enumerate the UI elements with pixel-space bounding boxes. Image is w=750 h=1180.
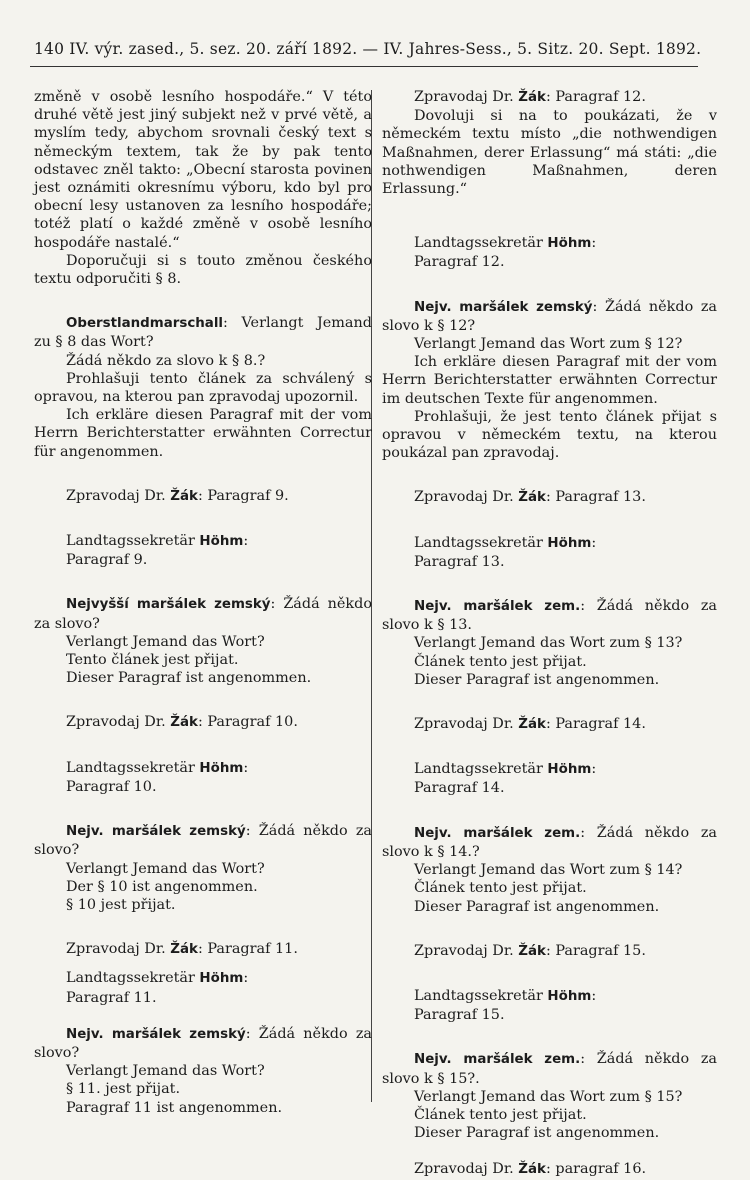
speaker-prefix: Zpravodaj Dr. [66, 714, 171, 731]
paragraph-text: Verlangt Jemand das Wort? [66, 1063, 265, 1080]
left-paragraph [34, 759, 372, 778]
left-paragraph [34, 878, 372, 896]
right-paragraph [382, 335, 717, 353]
paragraph-text: Paragraf 11. [66, 989, 157, 1006]
right-paragraph [382, 534, 717, 553]
paragraph-text: Verlangt Jemand das Wort? [66, 860, 265, 877]
paragraph-text: Der § 10 ist angenommen. [66, 878, 258, 895]
paragraph-text: : Paragraf 11. [197, 941, 298, 958]
page-header: 140 IV. výr. zased., 5. sez. 20. září 1892. — IV. Jahres-Sess., 5. Sitz. 20. Sept. 1892. [34, 40, 702, 58]
speaker-name: Höhm [199, 534, 244, 550]
right-paragraph [382, 253, 717, 271]
paragraph-text: : [591, 235, 597, 252]
left-paragraph [34, 595, 372, 632]
paragraph-text: Žádá někdo za slovo k § 8.? [66, 352, 266, 369]
speaker-prefix: Zpravodaj Dr. [414, 89, 519, 105]
left-paragraph [34, 989, 372, 1007]
paragraph-text: : [243, 970, 249, 987]
left-paragraph [34, 487, 372, 506]
speaker-name: Höhm [547, 535, 592, 551]
left-paragraph [34, 1080, 372, 1098]
right-paragraph [382, 879, 717, 897]
left-paragraph [34, 860, 372, 878]
speaker-name: Žák [518, 1162, 546, 1178]
paragraph-text: : [243, 533, 249, 550]
right-paragraph [382, 553, 717, 571]
speaker-prefix: Landtagssekretär [66, 759, 200, 776]
paragraph-text: : [591, 534, 597, 551]
paragraph-text: : Žádá někdo za slovo? [34, 823, 372, 859]
paragraph-text: : Žádá někdo za slovo? [34, 1025, 372, 1061]
left-paragraph [34, 669, 372, 687]
speaker-name: Žák [170, 942, 198, 958]
paragraph-text: Doporučuji si s touto změnou českého textu odporučiti § 8. [34, 252, 372, 288]
right-paragraph [382, 824, 717, 861]
right-paragraph [382, 597, 717, 634]
right-paragraph [382, 1006, 717, 1024]
speaker-prefix: Zpravodaj Dr. [414, 716, 519, 733]
right-paragraph [382, 760, 717, 779]
paragraph-text: : Žádá někdo za slovo k § 15?. [382, 1051, 717, 1087]
left-paragraph [34, 88, 372, 252]
speaker-prefix: Zpravodaj Dr. [66, 941, 171, 958]
speaker-prefix: Zpravodaj Dr. [414, 1161, 519, 1178]
left-paragraph [34, 940, 372, 959]
right-paragraph [382, 234, 717, 253]
right-paragraph [382, 1124, 717, 1142]
right-paragraph [382, 634, 717, 652]
paragraph-text: : Paragraf 15. [545, 942, 646, 959]
speaker-name: Žák [170, 715, 198, 731]
speaker-name: Oberstlandmarschall [66, 316, 224, 332]
paragraph-text: Tento článek jest přijat. [66, 652, 239, 669]
paragraph-text: Prohlašuji tento článek za schválený s opravou, na kterou pan zpravodaj upozornil. [34, 370, 372, 406]
speaker-name: Höhm [199, 971, 244, 987]
paragraph-text: Paragraf 13. [414, 553, 505, 570]
right-paragraph [382, 1160, 717, 1179]
speaker-name: Žák [170, 488, 198, 504]
speaker-name: Nejv. maršálek zem. [414, 599, 581, 615]
paragraph-text: Ich erkläre diesen Paragraf mit der vom Herrn Berichterstatter erwähnten Correctur für angenommen. [34, 407, 372, 460]
paragraph-text: : Žádá někdo za slovo k § 12? [382, 298, 717, 334]
left-paragraph [34, 314, 372, 351]
speaker-prefix: Landtagssekretär [66, 533, 200, 550]
right-column [382, 88, 717, 1180]
paragraph-text: Prohlašuji, že jest tento článek přijat s opravou v německém textu, na kterou poukázal pan zpravodaj. [382, 408, 717, 462]
speaker-name: Žák [518, 717, 546, 733]
right-paragraph [382, 715, 717, 734]
left-paragraph [34, 370, 372, 406]
left-paragraph [34, 1099, 372, 1117]
paragraph-text: : paragraf 16. [545, 1161, 647, 1178]
speaker-prefix: Zpravodaj Dr. [66, 487, 171, 504]
left-paragraph [34, 713, 372, 732]
paragraph-text: Verlangt Jemand das Wort? [66, 633, 265, 650]
paragraph-text: Paragraf 12. [414, 254, 505, 271]
paragraph-text: Verlangt Jemand das Wort zum § 13? [414, 635, 683, 652]
speaker-name: Žák [518, 490, 546, 506]
left-paragraph [34, 778, 372, 796]
paragraph-text: Paragraf 14. [414, 780, 505, 797]
paragraph-text: : Žádá někdo za slovo k § 14.? [382, 824, 717, 860]
paragraph-text: : Žádá někdo za slovo k § 13. [382, 598, 717, 634]
speaker-prefix: Landtagssekretär [414, 987, 548, 1004]
paragraph-text: Paragraf 15. [414, 1007, 505, 1024]
speaker-name: Nejv. maršálek zemský [66, 1026, 246, 1042]
speaker-name: Žák [518, 943, 546, 959]
left-paragraph [34, 1062, 372, 1080]
left-paragraph [34, 406, 372, 461]
left-paragraph [34, 551, 372, 569]
right-paragraph [382, 1050, 717, 1087]
paragraph-text: Paragraf 9. [66, 552, 148, 569]
right-paragraph [382, 88, 717, 107]
paragraph-text: Verlangt Jemand das Wort zum § 12? [414, 336, 683, 353]
right-paragraph [382, 779, 717, 797]
right-paragraph [382, 861, 717, 879]
left-paragraph [34, 532, 372, 551]
speaker-name: Höhm [547, 236, 592, 252]
paragraph-text: : Paragraf 13. [545, 489, 646, 506]
paragraph-text: Článek tento jest přijat. [414, 880, 587, 897]
right-paragraph [382, 942, 717, 961]
right-paragraph [382, 987, 717, 1006]
speaker-name: Höhm [199, 760, 244, 776]
speaker-prefix: Zpravodaj Dr. [414, 489, 519, 506]
right-paragraph [382, 671, 717, 689]
paragraph-text: § 10 jest přijat. [66, 896, 176, 913]
paragraph-text: § 11. jest přijat. [66, 1081, 181, 1098]
left-paragraph [34, 822, 372, 859]
paragraph-text: : Verlangt Jemand zu § 8 das Wort? [34, 315, 372, 351]
speaker-prefix: Landtagssekretär [66, 970, 200, 987]
paragraph-text: Článek tento jest přijat. [414, 1106, 587, 1123]
paragraph-text: Dieser Paragraf ist angenommen. [414, 1125, 660, 1142]
speaker-name: Žák [518, 90, 546, 105]
speaker-name: Nejv. maršálek zemský [414, 299, 593, 315]
right-paragraph [382, 298, 717, 335]
left-paragraph [34, 969, 372, 988]
speaker-name: Nejv. maršálek zem. [414, 825, 581, 841]
right-paragraph [382, 408, 717, 463]
right-paragraph [382, 1106, 717, 1124]
right-paragraph [382, 107, 717, 198]
paragraph-text: Paragraf 11 ist angenommen. [66, 1099, 283, 1116]
paragraph-text: : Paragraf 9. [197, 487, 289, 504]
speaker-name: Nejv. maršálek zemský [66, 824, 246, 840]
paragraph-text: Paragraf 10. [66, 778, 157, 795]
paragraph-text: : Paragraf 10. [197, 714, 298, 731]
paragraph-text: Dovoluji si na to poukázati, že v německém textu místo „die nothwendigen Maßnahmen, derer Erlassung“ má státi: „die nothwendigen Maßnahmen, deren Erlassung.“ [382, 108, 717, 198]
left-paragraph [34, 352, 372, 370]
paragraph-text: : [591, 761, 597, 778]
paragraph-text: změně v osobě lesního hospodáře.“ V této druhé větě jest jiný subjekt než v prvé větě, a myslím tedy, abychom srovnali český text s německým textem, tak že by pak tento odstavec zněl takto: „Obecní starosta povinen jest oznámiti okresnímu výboru, kdo byl pro obecní lesy ustanoven za lesního hospodáře; totéž platí o každé změně v osobě lesního hospodáře nastalé.“ [34, 89, 372, 251]
right-paragraph [382, 653, 717, 671]
speaker-prefix: Zpravodaj Dr. [414, 942, 519, 959]
right-paragraph [382, 898, 717, 916]
right-paragraph [382, 488, 717, 507]
paragraph-text: Dieser Paragraf ist angenommen. [414, 898, 660, 915]
speaker-name: Höhm [547, 762, 592, 778]
paragraph-text: : [243, 759, 249, 776]
left-paragraph [34, 1025, 372, 1062]
paragraph-text: : Žádá někdo za slovo? [34, 596, 372, 632]
header-rule [30, 66, 698, 67]
speaker-name: Höhm [547, 988, 592, 1004]
paragraph-text: Verlangt Jemand das Wort zum § 15? [414, 1088, 683, 1105]
paragraph-text: Verlangt Jemand das Wort zum § 14? [414, 862, 683, 879]
paragraph-text: Ich erkläre diesen Paragraf mit der vom Herrn Berichterstatter erwähnten Correctur im deutschen Texte für angenommen. [382, 354, 717, 407]
paragraph-text: : [591, 987, 597, 1004]
speaker-prefix: Landtagssekretär [414, 761, 548, 778]
speaker-prefix: Landtagssekretär [414, 534, 548, 551]
paragraph-text: Dieser Paragraf ist angenommen. [414, 671, 660, 688]
right-paragraph [382, 353, 717, 408]
paragraph-text: Dieser Paragraf ist angenommen. [66, 670, 312, 687]
left-column [34, 88, 372, 1117]
left-paragraph [34, 252, 372, 288]
speaker-name: Nejvyšší maršálek zemský [66, 597, 271, 613]
speaker-prefix: Landtagssekretär [414, 235, 548, 252]
paragraph-text: : Paragraf 12. [545, 89, 646, 105]
paragraph-text: Článek tento jest přijat. [414, 653, 587, 670]
paragraph-text: : Paragraf 14. [545, 716, 646, 733]
right-paragraph [382, 1088, 717, 1106]
left-paragraph [34, 633, 372, 651]
speaker-name: Nejv. maršálek zem. [414, 1052, 581, 1068]
left-paragraph [34, 651, 372, 669]
left-paragraph [34, 896, 372, 914]
